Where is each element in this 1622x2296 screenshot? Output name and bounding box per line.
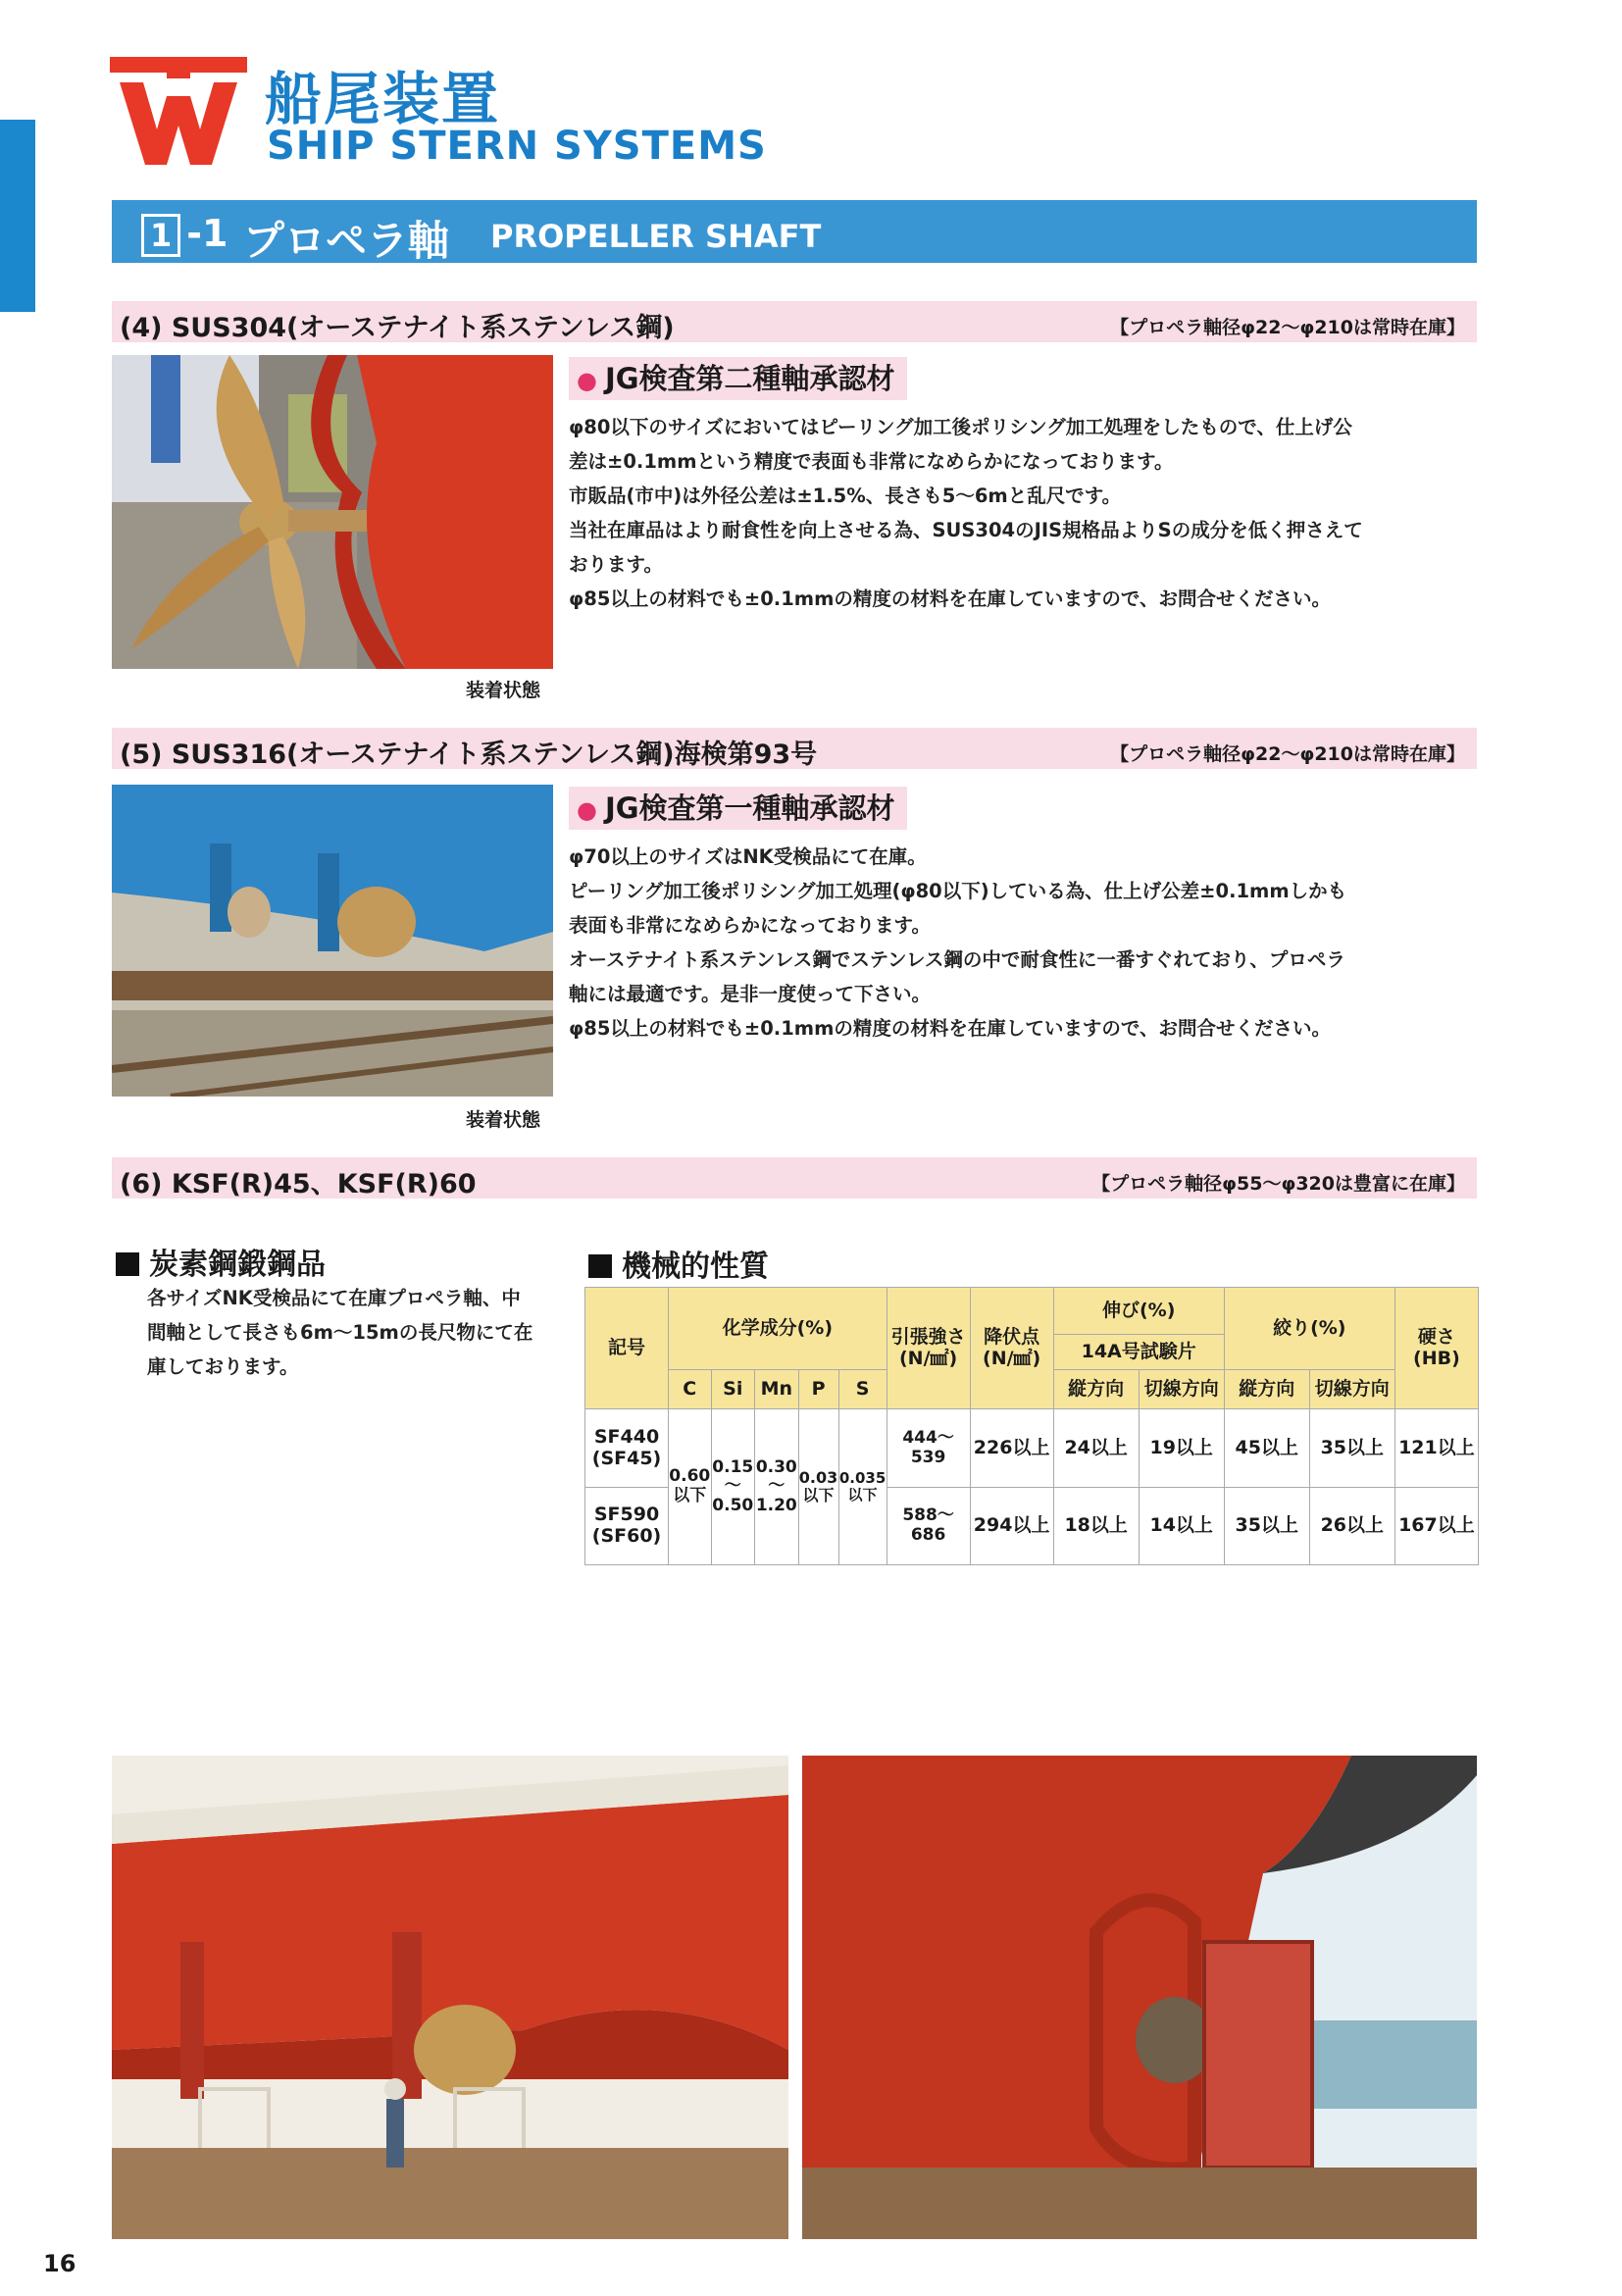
th-elong-long: 縦方向 (1053, 1370, 1139, 1409)
item4-heading-bar (112, 301, 1477, 342)
th-area-trans: 切線方向 (1309, 1370, 1394, 1409)
item6-heading-bar (112, 1157, 1477, 1199)
page-title-en: SHIP STERN SYSTEMS (267, 124, 767, 169)
th-area-long: 縦方向 (1224, 1370, 1309, 1409)
tw-logo-icon (110, 57, 247, 167)
square-bullet-icon (116, 1252, 139, 1276)
mech-heading: 機械的性質 (588, 1242, 769, 1285)
th-code: 記号 (585, 1288, 669, 1409)
cell-area-trans: 26以上 (1309, 1488, 1394, 1565)
th-elongation-sub: 14A号試験片 (1053, 1335, 1224, 1370)
propeller-photo-1 (112, 355, 553, 669)
item6-heading: (6) KSF(R)45、KSF(R)60 (120, 1169, 477, 1199)
cell-elong-long: 24以上 (1053, 1409, 1139, 1488)
carbon-heading: 炭素鋼鍛鋼品 (116, 1240, 326, 1283)
cell-area-long: 35以上 (1224, 1488, 1309, 1565)
cell-elong-trans: 19以上 (1139, 1409, 1224, 1488)
section-title-en: PROPELLER SHAFT (490, 218, 822, 255)
ship-stern-photo (112, 1756, 788, 2239)
cell-hardness: 167以上 (1394, 1488, 1478, 1565)
rudder-photo (802, 1756, 1477, 2239)
item4-note: 【プロペラ軸径φ22～φ210は常時在庫】 (1110, 317, 1465, 338)
item5-caption: 装着状態 (466, 1109, 541, 1131)
item4-heading: (4) SUS304(オーステナイト系ステンレス鋼) (120, 313, 675, 343)
carbon-text: 各サイズNK受検品にて在庫プロペラ軸、中 間軸として長さも6m～15mの長尺物にて在 庫しております。 (147, 1287, 533, 1378)
th-c: C (669, 1370, 711, 1409)
th-tensile: 引張強さ (N/㎟) (887, 1288, 970, 1409)
page-title: 船尾装置 (265, 66, 501, 132)
cell-yield: 226以上 (970, 1409, 1053, 1488)
th-elong-trans: 切線方向 (1139, 1370, 1224, 1409)
cell-c: 0.60 以下 (669, 1409, 711, 1565)
cell-area-long: 45以上 (1224, 1409, 1309, 1488)
cell-elong-long: 18以上 (1053, 1488, 1139, 1565)
item4-approval: ● JG検査第二種軸承認材 (569, 357, 907, 400)
th-mn: Mn (755, 1370, 799, 1409)
cell-tensile: 444～539 (887, 1409, 970, 1488)
row-code: SF590 (SF60) (585, 1488, 669, 1565)
bullet-icon: ● (577, 796, 597, 824)
item5-approval: ● JG検査第一種軸承認材 (569, 787, 907, 830)
cell-area-trans: 35以上 (1309, 1409, 1394, 1488)
mechanical-properties-table (584, 1287, 1479, 1565)
cell-hardness: 121以上 (1394, 1409, 1478, 1488)
item5-heading: (5) SUS316(オーステナイト系ステンレス鋼)海検第93号 (120, 740, 818, 770)
item6-note: 【プロペラ軸径φ55～φ320は豊富に在庫】 (1091, 1173, 1465, 1195)
th-area: 絞り(%) (1224, 1288, 1394, 1370)
item5-heading-bar (112, 728, 1477, 769)
item4-caption: 装着状態 (466, 680, 541, 701)
th-elongation: 伸び(%) (1053, 1288, 1224, 1335)
cell-yield: 294以上 (970, 1488, 1053, 1565)
th-p: P (798, 1370, 838, 1409)
cell-si: 0.15 ～ 0.50 (711, 1409, 755, 1565)
item5-text: φ70以上のサイズはNK受検品にて在庫。 ピーリング加工後ポリシング加工処理(φ80以下)している為、仕上げ公差±0.1mmしかも 表面も非常になめらかになっております。 オーステナイト系ステンレス鋼でステンレス鋼の中で耐食性に一番すぐれており、プロペラ 軸には最適です。是非一度使って下さい。 φ85以上の材料でも±0.1mmの精度の材料を在庫していますので、お問合せください。 (569, 845, 1347, 1040)
th-chem: 化学成分(%) (669, 1288, 887, 1370)
section-number: 1 -1 (141, 212, 228, 255)
bullet-icon: ● (577, 367, 597, 394)
propeller-photo-2 (112, 785, 553, 1097)
row-code: SF440 (SF45) (585, 1409, 669, 1488)
cell-p: 0.03 以下 (798, 1409, 838, 1565)
square-bullet-icon (588, 1254, 612, 1278)
item5-note: 【プロペラ軸径φ22～φ210は常時在庫】 (1110, 743, 1465, 765)
cell-mn: 0.30 ～ 1.20 (755, 1409, 799, 1565)
section-title-ja: プロペラ軸 (243, 217, 450, 265)
th-s: S (838, 1370, 887, 1409)
cell-s: 0.035 以下 (838, 1409, 887, 1565)
section-bar (112, 200, 1477, 263)
page-number: 16 (43, 2250, 76, 2277)
th-yield: 降伏点 (N/㎟) (970, 1288, 1053, 1409)
cell-tensile: 588～686 (887, 1488, 970, 1565)
th-si: Si (711, 1370, 755, 1409)
side-tab (0, 120, 35, 312)
cell-elong-trans: 14以上 (1139, 1488, 1224, 1565)
item4-text: φ80以下のサイズにおいてはピーリング加工後ポリシング加工処理をしたもので、仕上げ公 差は±0.1mmという精度で表面も非常になめらかになっております。 市販品(市中)は外径公差は±1.5%、長さも5～6mと乱尺です。 当社在庫品はより耐食性を向上させる為、SUS304のJIS規格品よりSの成分を低く押さえて おります。 φ85以上の材料でも±0.1mmの精度の材料を在庫していますので、お問合せください。 (569, 416, 1363, 610)
th-hardness: 硬さ (HB) (1394, 1288, 1478, 1409)
